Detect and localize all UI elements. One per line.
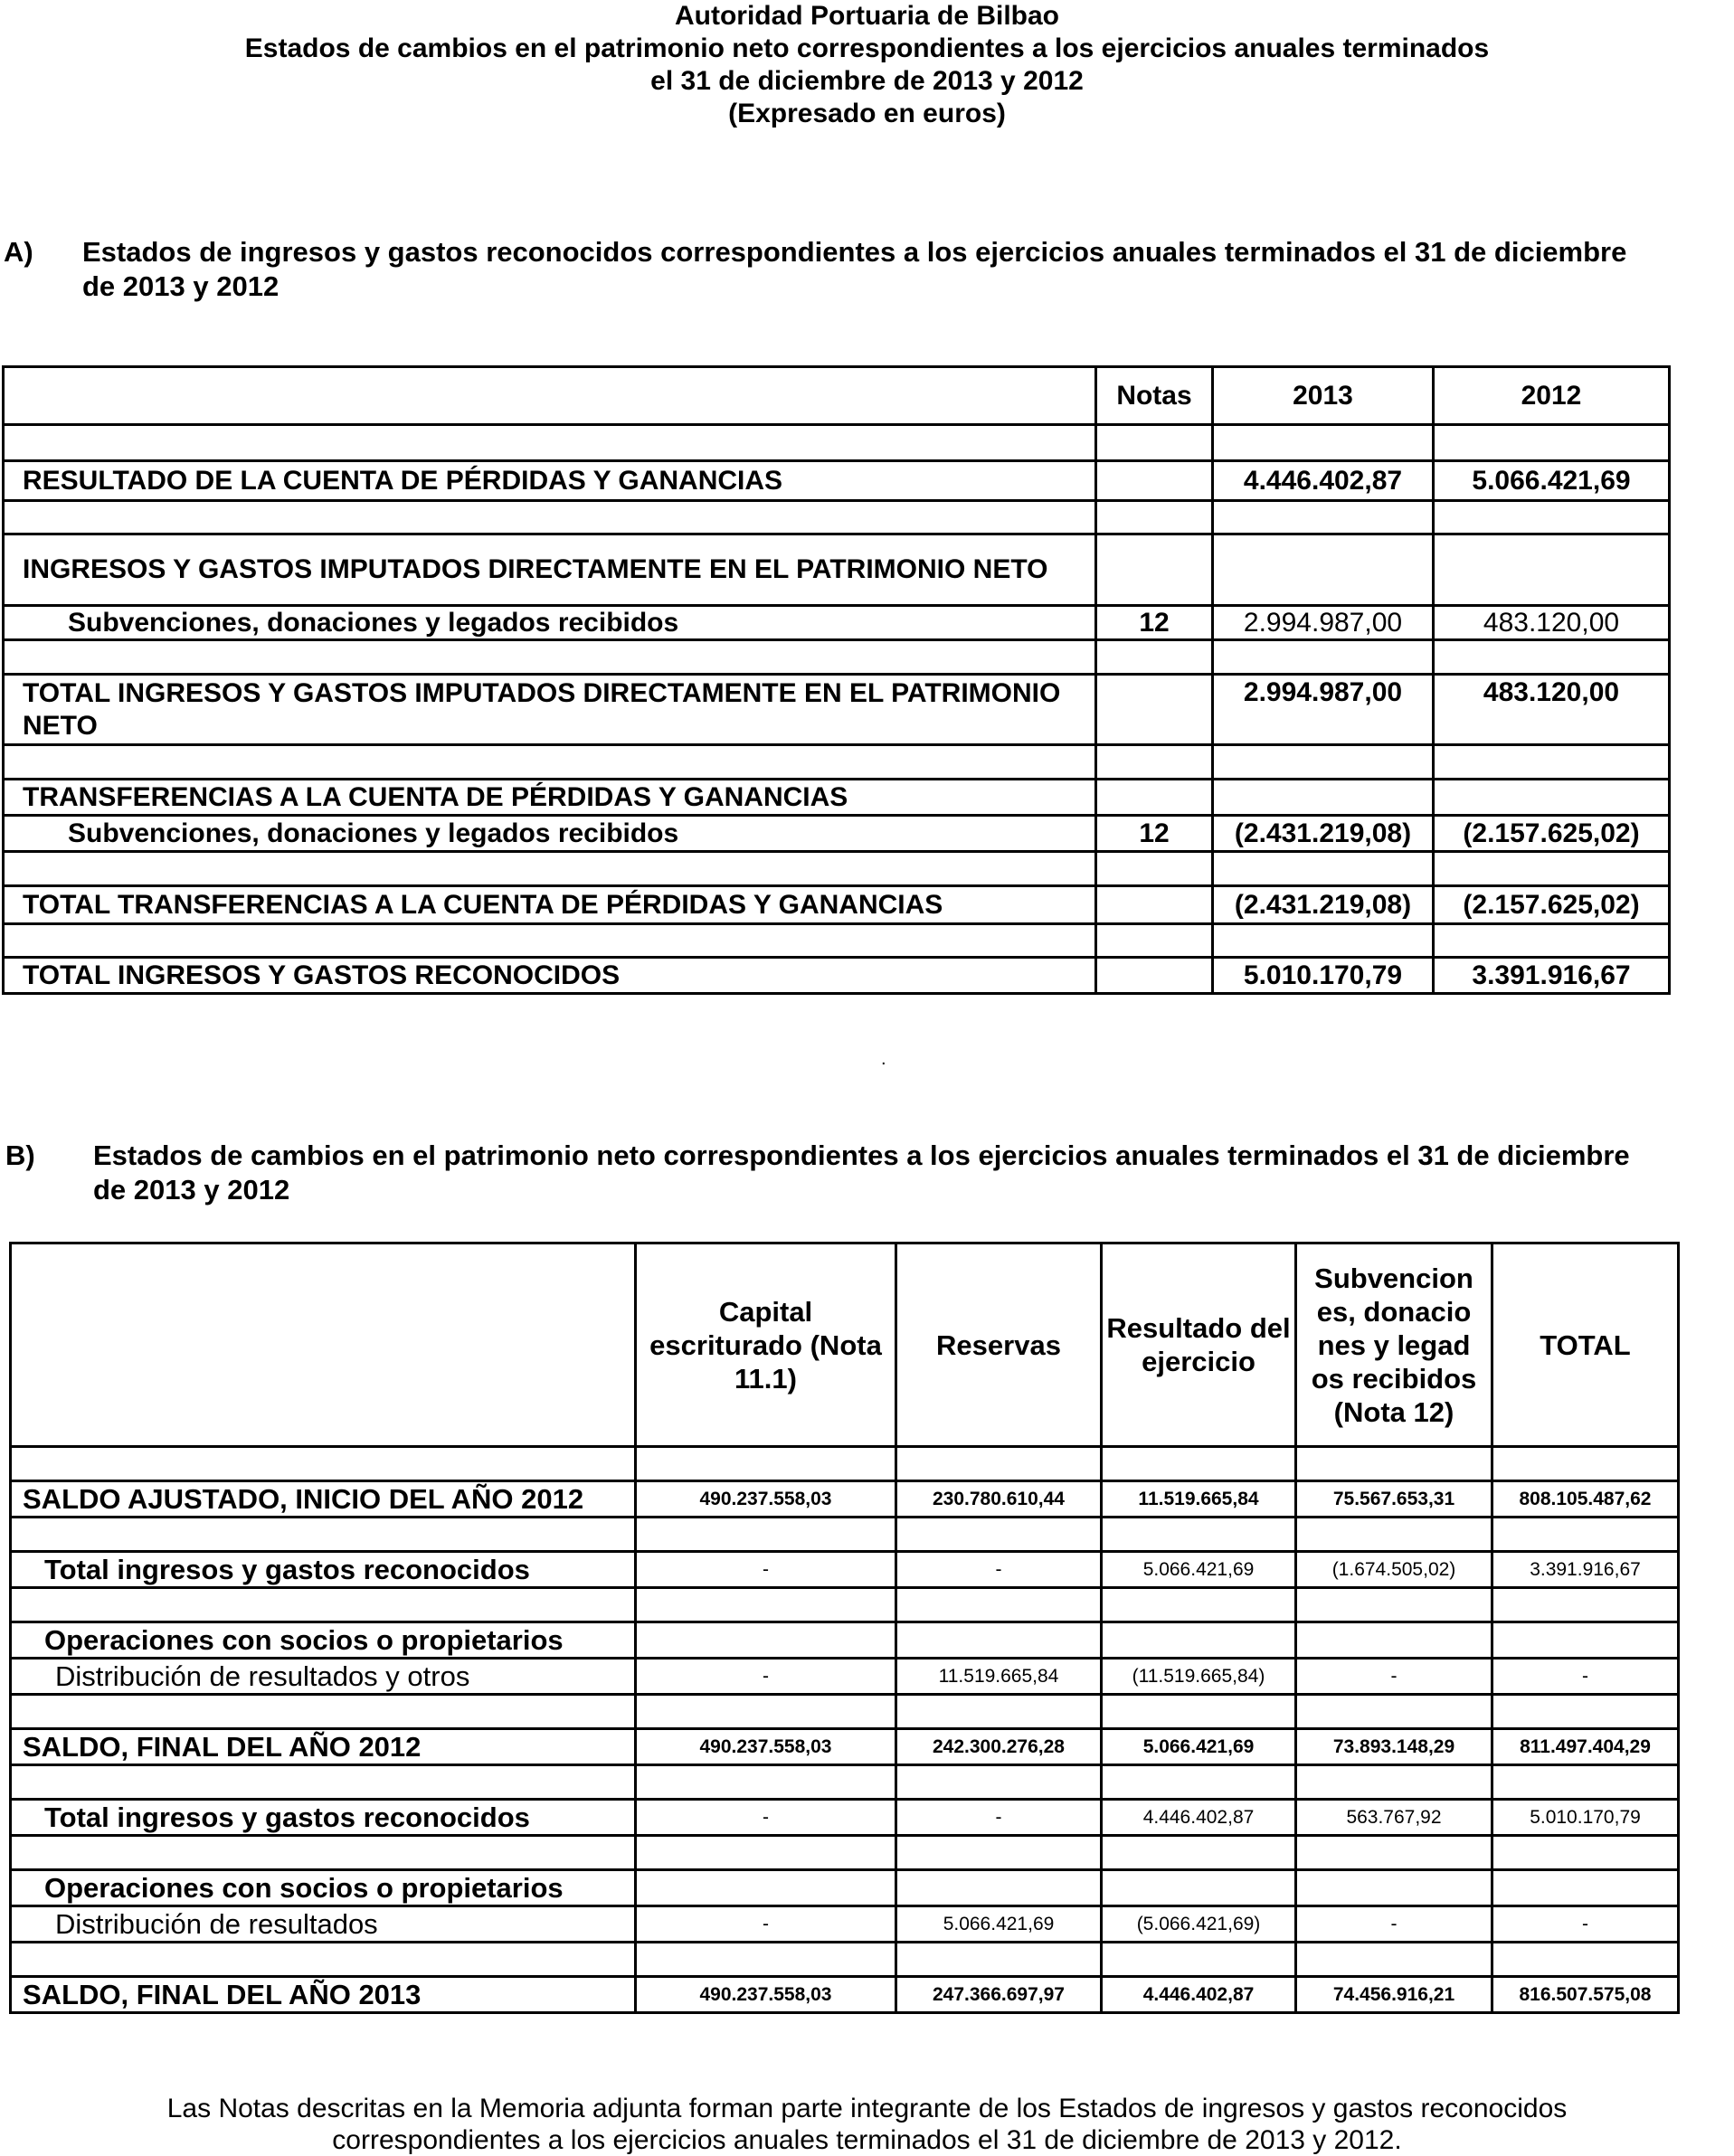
notas-cell: 12 [1096,816,1213,852]
row-label: Operaciones con socios o propietarios [11,1870,636,1906]
table-row [4,367,1670,425]
currency-note: (Expresado en euros) [728,99,1006,128]
table-row [11,1447,1679,1481]
statement-date: el 31 de diciembre de 2013 y 2012 [650,66,1084,96]
section-b-heading [5,1139,1729,1211]
table-row [4,924,1670,958]
capital-cell: 490.237.558,03 [636,1481,896,1518]
row-label: Subvenciones, donaciones y legados recibidos [4,816,1096,852]
section-b-title-line1: Estados de cambios en el patrimonio neto correspondientes a los ejercicios anuales terminados el 31 de diciembre [93,1139,1630,1171]
resultado-cell: 4.446.402,87 [1102,1800,1296,1836]
reservas-cell: - [896,1552,1102,1588]
table-row [4,461,1670,501]
resultado-cell: 5.066.421,69 [1102,1729,1296,1765]
subvenciones-cell: (1.674.505,02) [1296,1552,1492,1588]
table-row [11,1588,1679,1622]
table-row [11,1906,1679,1943]
table-row [4,501,1670,534]
row-label: Distribución de resultados [11,1906,636,1943]
table-row [11,1836,1679,1870]
resultado-cell: 11.519.665,84 [1102,1481,1296,1518]
total-cell: 808.105.487,62 [1492,1481,1679,1518]
notas-cell [1096,461,1213,501]
footnote-line1: Las Notas descritas en la Memoria adjunta forman parte integrante de los Estados de ingresos y gastos reconocidos [166,2094,1568,2123]
value-2012: (2.157.625,02) [1434,816,1670,852]
col-header-resultado: Resultado del ejercicio [1102,1243,1296,1447]
capital-cell: 490.237.558,03 [636,1977,896,2013]
table-row [4,780,1670,816]
table-row [11,1977,1679,2013]
capital-cell: - [636,1552,896,1588]
document-header [0,0,1734,130]
total-cell: 3.391.916,67 [1492,1552,1679,1588]
total-cell: - [1492,1659,1679,1695]
table-row [4,958,1670,994]
reservas-cell: 5.066.421,69 [896,1906,1102,1943]
table-row [4,886,1670,924]
row-label-text: INGRESOS Y GASTOS IMPUTADOS DIRECTAMENTE EN EL PATRIMONIO NETO [23,554,1048,584]
table-row [4,675,1670,745]
row-label: TOTAL TRANSFERENCIAS A LA CUENTA DE PÉRDIDAS Y GANANCIAS [4,886,1096,924]
value-2013: 4.446.402,87 [1213,461,1434,501]
table-row [4,816,1670,852]
table-row [4,425,1670,461]
value-2012: 5.066.421,69 [1434,461,1670,501]
capital-cell: - [636,1800,896,1836]
footnote-line2: correspondientes a los ejercicios anuales terminados el 31 de diciembre de 2013 y 2012. [332,2125,1402,2155]
value-2013: (2.431.219,08) [1213,886,1434,924]
total-cell: 816.507.575,08 [1492,1977,1679,2013]
table-row [11,1659,1679,1695]
reservas-cell: 242.300.276,28 [896,1729,1102,1765]
row-label: Total ingresos y gastos reconocidos [11,1800,636,1836]
table-row [11,1765,1679,1800]
table-row [11,1800,1679,1836]
subvenciones-cell: 75.567.653,31 [1296,1481,1492,1518]
entity-name: Autoridad Portuaria de Bilbao [674,1,1060,31]
subvenciones-cell: 563.767,92 [1296,1800,1492,1836]
col-header-capital: Capital escriturado (Nota 11.1) [636,1243,896,1447]
value-2012: 483.120,00 [1434,606,1670,640]
notas-cell: 12 [1096,606,1213,640]
subvenciones-cell: - [1296,1659,1492,1695]
capital-cell: - [636,1906,896,1943]
value-2012: (2.157.625,02) [1434,886,1670,924]
col-header-notas: Notas [1096,367,1213,425]
statement-title: Estados de cambios en el patrimonio neto correspondientes a los ejercicios anuales terminados [244,33,1490,63]
table-a [2,365,1671,995]
row-label: TOTAL INGRESOS Y GASTOS IMPUTADOS DIRECTAMENTE EN EL PATRIMONIO NETO [4,675,1096,745]
section-b-title-line2: de 2013 y 2012 [93,1174,290,1206]
separator-dot: . [881,1049,886,1069]
footnote [0,2093,1734,2156]
row-label: SALDO, FINAL DEL AÑO 2012 [11,1729,636,1765]
section-b-label: B) [5,1139,35,1171]
row-label [4,534,1096,606]
notas-cell [1096,675,1213,745]
table-row [4,745,1670,780]
value-2012: 483.120,00 [1434,675,1670,745]
value-2013: 5.010.170,79 [1213,958,1434,994]
table-row [11,1622,1679,1659]
col-header-total: TOTAL [1492,1243,1679,1447]
table-row [11,1870,1679,1906]
row-label: SALDO, FINAL DEL AÑO 2013 [11,1977,636,2013]
table-row [11,1481,1679,1518]
row-label: Total ingresos y gastos reconocidos [11,1552,636,1588]
value-2013: (2.431.219,08) [1213,816,1434,852]
table-row [4,534,1670,606]
total-cell: - [1492,1906,1679,1943]
row-label: RESULTADO DE LA CUENTA DE PÉRDIDAS Y GANANCIAS [4,461,1096,501]
value-2013: 2.994.987,00 [1213,606,1434,640]
row-label: Operaciones con socios o propietarios [11,1622,636,1659]
row-label: TRANSFERENCIAS A LA CUENTA DE PÉRDIDAS Y GANANCIAS [4,780,1096,816]
table-row [11,1518,1679,1552]
row-label: Subvenciones, donaciones y legados recibidos [4,606,1096,640]
row-label: Distribución de resultados y otros [11,1659,636,1695]
section-a-heading [4,235,1722,307]
table-row [4,852,1670,886]
value-2012: 3.391.916,67 [1434,958,1670,994]
notas-cell [1096,886,1213,924]
row-label: TOTAL INGRESOS Y GASTOS RECONOCIDOS [4,958,1096,994]
table-row [11,1243,1679,1447]
capital-cell: - [636,1659,896,1695]
table-b [9,1242,1680,2014]
resultado-cell: (11.519.665,84) [1102,1659,1296,1695]
table-row [4,606,1670,640]
subvenciones-cell: - [1296,1906,1492,1943]
subvenciones-cell: 73.893.148,29 [1296,1729,1492,1765]
col-header-2013: 2013 [1213,367,1434,425]
col-header-2012: 2012 [1434,367,1670,425]
table-row [11,1943,1679,1977]
section-a-label: A) [4,236,33,268]
reservas-cell: 247.366.697,97 [896,1977,1102,2013]
capital-cell: 490.237.558,03 [636,1729,896,1765]
reservas-cell: 11.519.665,84 [896,1659,1102,1695]
table-row [4,640,1670,675]
table-row [11,1729,1679,1765]
table-row [11,1552,1679,1588]
resultado-cell: (5.066.421,69) [1102,1906,1296,1943]
col-header-reservas: Reservas [896,1243,1102,1447]
notas-cell [1096,958,1213,994]
value-2013: 2.994.987,00 [1213,675,1434,745]
subvenciones-cell: 74.456.916,21 [1296,1977,1492,2013]
reservas-cell: - [896,1800,1102,1836]
col-header-subvenciones: Subvenciones, donaciones y legados recibidos (Nota 12) [1296,1243,1492,1447]
resultado-cell: 4.446.402,87 [1102,1977,1296,2013]
row-label: SALDO AJUSTADO, INICIO DEL AÑO 2012 [11,1481,636,1518]
section-a-title-line2: de 2013 y 2012 [82,270,280,302]
section-a-title-line1: Estados de ingresos y gastos reconocidos correspondientes a los ejercicios anuales terminados el 31 de diciembre [82,236,1627,268]
total-cell: 5.010.170,79 [1492,1800,1679,1836]
resultado-cell: 5.066.421,69 [1102,1552,1296,1588]
table-row [11,1695,1679,1729]
total-cell: 811.497.404,29 [1492,1729,1679,1765]
reservas-cell: 230.780.610,44 [896,1481,1102,1518]
